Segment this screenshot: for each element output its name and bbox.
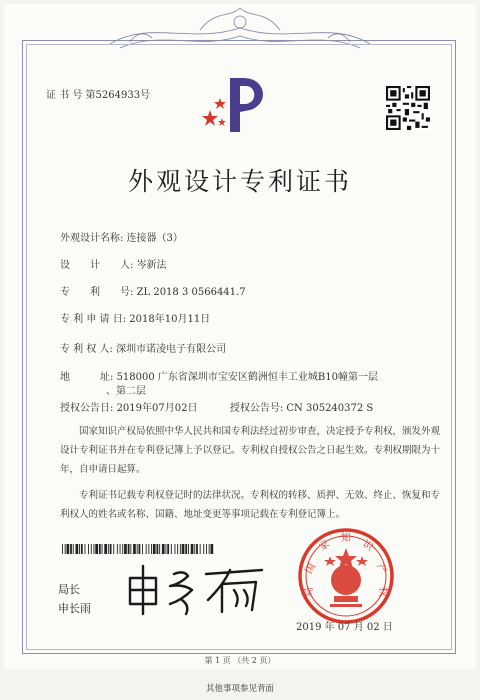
filing-date-label: 专 利 申 请 日:: [60, 314, 127, 325]
svg-text:产: 产: [373, 561, 389, 576]
handwritten-signature: [122, 560, 272, 616]
grant-row: [60, 399, 373, 414]
grant-paragraph: 国家知识产权局依照中华人民共和国专利法经过初步审查，决定授予专利权，颁发外观设计专利证书并在专利登记簿上予以登记。专利权自授权公告之日起生效。专利权期限为十年，自申请日起算。: [60, 426, 441, 475]
director-name: 申长雨: [58, 602, 91, 615]
svg-text:家: 家: [317, 538, 332, 554]
address-line-1: 518000 广东省深圳市宝安区鹤洲恒丰工业城B10幢第一层: [116, 372, 378, 383]
certificate-title: 外观设计专利证书: [127, 167, 352, 196]
svg-text:权: 权: [377, 587, 388, 597]
director-title: 局长: [58, 583, 80, 596]
address-line-2: 、第二层: [106, 386, 146, 397]
design-name-row: [60, 229, 183, 244]
seal-date: 2019 年 07 月 02 日: [296, 622, 393, 633]
designer-label: 设 计 人:: [60, 260, 134, 271]
patentee-value: 深圳市诺凌电子有限公司: [116, 344, 227, 355]
filing-date-value: 2018年10月11日: [129, 314, 211, 325]
svg-text:知: 知: [341, 533, 351, 544]
design-name-label: 外观设计名称:: [60, 233, 124, 244]
legal-status-paragraph: 专利证书记载专利权登记时的法律状况。专利权的转移、质押、无效、终止、恢复和专利权人的姓名或名称、国籍、地址变更等事项记载在专利登记簿上。: [60, 490, 441, 520]
patent-number-value: ZL 2018 3 0566441.7: [136, 287, 246, 298]
patent-number-label: 专 利 号:: [60, 287, 134, 298]
patent-number-row: [60, 283, 246, 298]
cnipa-logo-icon: [200, 74, 274, 136]
svg-text:局: 局: [304, 587, 315, 597]
certificate-number: 证 书 号 第5264933号: [46, 90, 151, 101]
filing-date-row: [60, 310, 210, 325]
grant-number-label: 授权公告号:: [229, 403, 284, 414]
svg-text:识: 识: [360, 538, 375, 554]
barcode-icon: [62, 544, 214, 554]
page-number: 第 1 页 （共 2 页）: [204, 656, 276, 665]
cnipa-seal-icon: [296, 526, 396, 626]
address-row: [60, 368, 378, 383]
footer-note: 其他事项参见背面: [205, 684, 274, 694]
patentee-row: [60, 340, 226, 355]
svg-text:国: 国: [303, 561, 319, 576]
patentee-label: 专 利 权 人:: [60, 344, 113, 355]
designer-row: [60, 256, 167, 271]
grant-number-value: CN 305240372 S: [286, 403, 374, 414]
qr-code-icon: [386, 86, 430, 130]
design-name-value: 连接器（3）: [126, 233, 183, 244]
grant-date-value: 2019年07月02日: [116, 403, 198, 414]
grant-date-label: 授权公告日:: [60, 403, 114, 414]
address-label: 地 址:: [60, 372, 114, 383]
designer-value: 岑新法: [136, 260, 167, 271]
